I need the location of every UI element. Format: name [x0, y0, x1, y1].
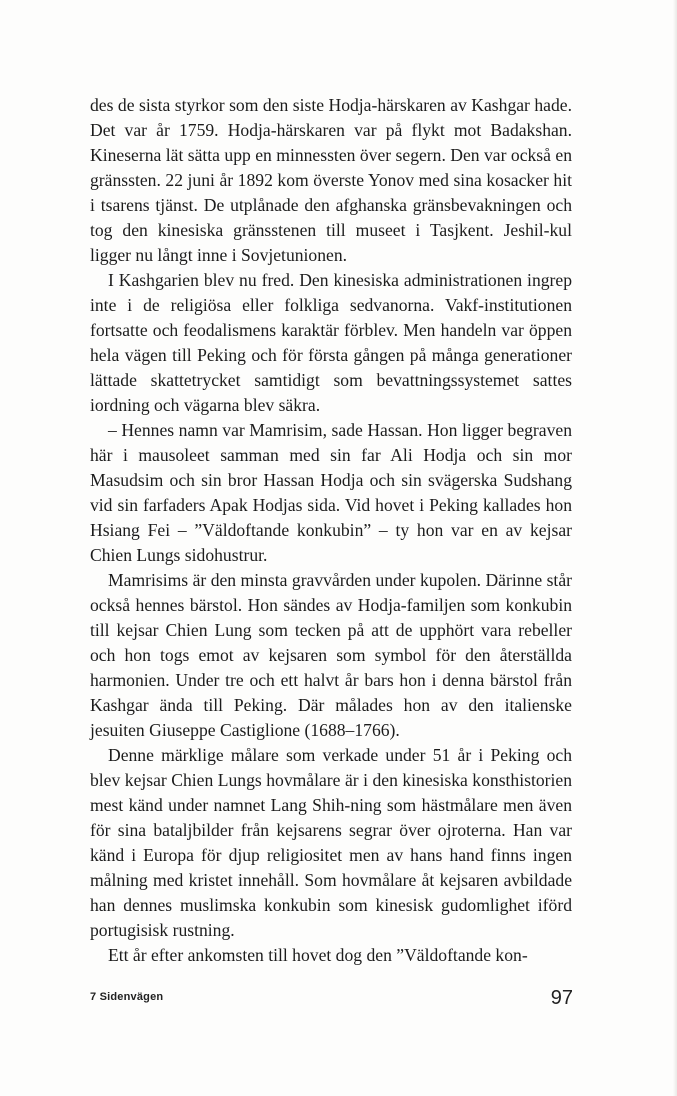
paragraph-2: I Kashgarien blev nu fred. Den kinesiska administrationen ingrep inte i de religiösa eller folkliga sedvanorna. Vakf-institutionen fortsatte och feodalismens karaktär förblev. Men handeln var öppen hela vägen till Peking och för första gången på många generationer lättade skattetrycket samtidigt som bevattningssystemet sattes iordning och vägarna blev säkra. [90, 270, 572, 415]
paragraph-6: Ett år efter ankomsten till hovet dog den ”Väldoftande kon- [108, 945, 528, 965]
signature-mark: 7 Sidenvägen [90, 991, 164, 1003]
paragraph-1: des de sista styrkor som den siste Hodja-härskaren av Kashgar hade. Det var år 1759. Hodja-härskaren var på flykt mot Badakshan. Kineserna lät sätta upp en minnessten över segern. Den var också en gränssten. 22 juni år 1892 kom överste Yonov med sina kosacker hit i tsarens tjänst. De utplånade den afghanska gränsbevakningen och tog den kinesiska gränsstenen till museet i Tasjkent. Jeshil-kul ligger nu långt inne i Sovjetunionen. [90, 95, 572, 265]
paragraph-3: – Hennes namn var Mamrisim, sade Hassan. Hon ligger begraven här i mausoleet samman med sin far Ali Hodja och sin mor Masudsim och sin bror Hassan Hodja och sin svägerska Sudshang vid sin farfaders Apak Hodjas sida. Vid hovet i Peking kallades hon Hsiang Fei – ”Väldoftande konkubin” – ty hon var en av kejsar Chien Lungs sidohustrur. [90, 420, 572, 565]
paragraph-5: Denne märklige målare som verkade under 51 år i Peking och blev kejsar Chien Lungs hovmålare är i den kinesiska konsthistorien mest känd under namnet Lang Shih-ning som hästmålare men även för sina bataljbilder från kejsarens segrar över ojroterna. Han var känd i Europa för djup religiositet men av hans hand finns ingen målning med kristet innehåll. Som hovmålare åt kejsaren avbildade han dennes muslimska konkubin som kinesisk gudomlighet iförd portugisisk rustning. [90, 745, 572, 940]
paragraph-4: Mamrisims är den minsta gravvården under kupolen. Därinne står också hennes bärstol. Hon sändes av Hodja-familjen som konkubin till kejsar Chien Lung som tecken på att de upphört vara rebeller och hon togs emot av kejsaren som symbol för den återställda harmonien. Under tre och ett halvt år bars hon i denna bärstol från Kashgar ända till Peking. Där målades hon av den italienske jesuiten Giuseppe Castiglione (1688–1766). [90, 570, 572, 740]
body-text [90, 93, 572, 968]
page-number: 97 [550, 987, 573, 1009]
page-edge [673, 0, 677, 1096]
